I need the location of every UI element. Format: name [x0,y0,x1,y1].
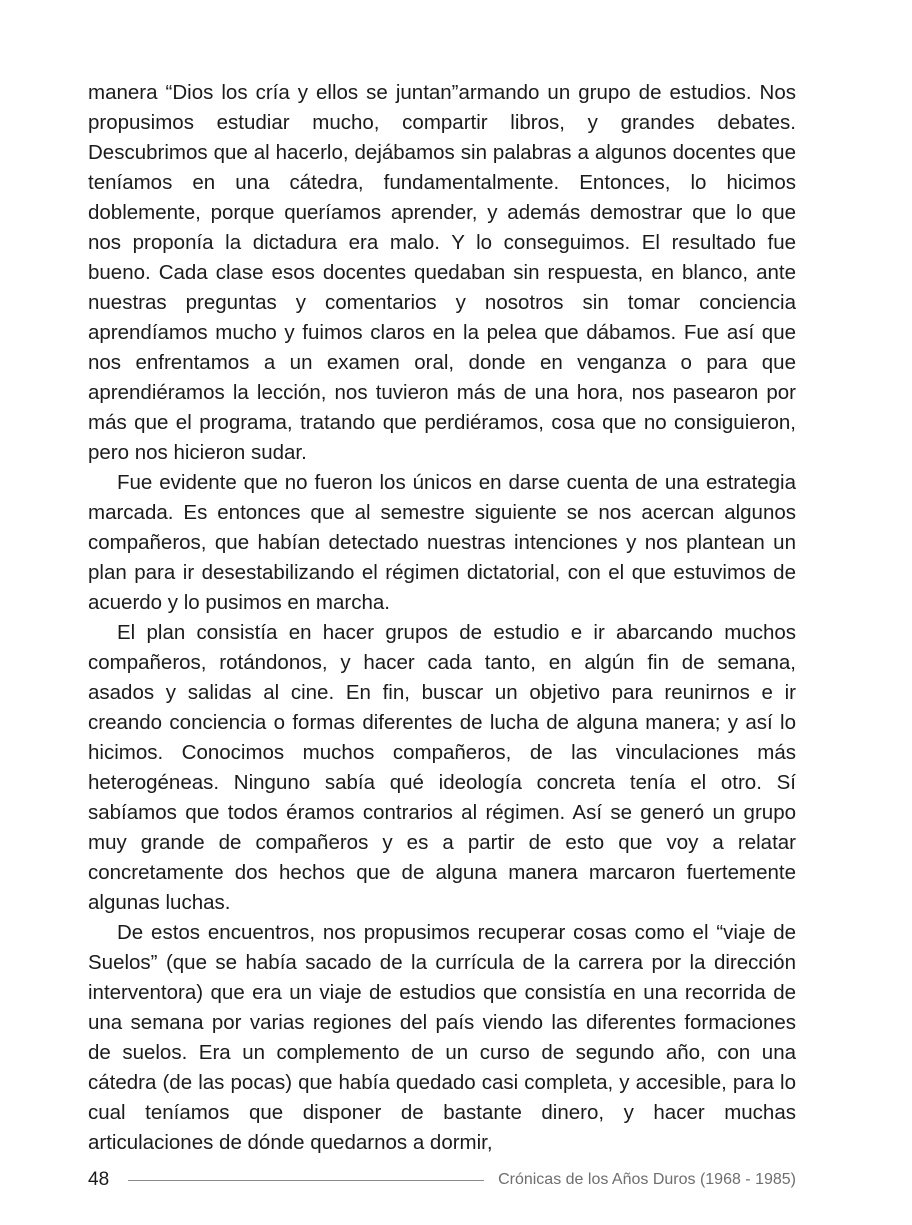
paragraph: Fue evidente que no fueron los únicos en darse cuenta de una estrategia marcada. Es entonces que al semestre siguiente se nos acercan algunos compañeros, que habían detectado nuestras intenciones y nos plantean un plan para ir desestabilizando el régimen dictatorial, con el que estuvimos de acuerdo y lo pusimos en marcha. [88,471,796,614]
page-number: 48 [88,1169,110,1190]
running-title: Crónicas de los Años Duros (1968 - 1985) [498,1171,796,1188]
paragraph: El plan consistía en hacer grupos de estudio e ir abarcando muchos compañeros, rotándonos, y hacer cada tanto, en algún fin de semana, asados y salidas al cine. En fin, buscar un objetivo para reunirnos e ir creando conciencia o formas diferentes de lucha de alguna manera; y así lo hicimos. Conocimos muchos compañeros, de las vinculaciones más heterogéneas. Ninguno sabía qué ideología concreta tenía el otro. Sí sabíamos que todos éramos contrarios al régimen. Así se generó un grupo muy grande de compañeros y es a partir de esto que voy a relatar concretamente dos hechos que de alguna manera marcaron fuertemente algunas luchas. [88,621,796,914]
page-footer [88,1166,796,1194]
footer-divider [128,1180,484,1181]
paragraph: De estos encuentros, nos propusimos recuperar cosas como el “viaje de Suelos” (que se había sacado de la currícula de la carrera por la dirección interventora) que era un viaje de estudios que consistía en una recorrida de una semana por varias regiones del país viendo las diferentes formaciones de suelos. Era un complemento de un curso de segundo año, con una cátedra (de las pocas) que había quedado casi completa, y accesible, para lo cual teníamos que disponer de bastante dinero, y hacer muchas articulaciones de dónde quedarnos a dormir, [88,921,796,1154]
body-text [88,78,796,1158]
paragraph-continued: manera “Dios los cría y ellos se juntan”armando un grupo de estudios. Nos propusimos estudiar mucho, compartir libros, y grandes debates. Descubrimos que al hacerlo, dejábamos sin palabras a algunos docentes que teníamos en una cátedra, fundamentalmente. Entonces, lo hicimos doblemente, porque queríamos aprender, y además demostrar que lo que nos proponía la dictadura era malo. Y lo conseguimos. El resultado fue bueno. Cada clase esos docentes quedaban sin respuesta, en blanco, ante nuestras preguntas y comentarios y nosotros sin tomar conciencia aprendíamos mucho y fuimos claros en la pelea que dábamos. Fue así que nos enfrentamos a un examen oral, donde en venganza o para que aprendiéramos la lección, nos tuvieron más de una hora, nos pasearon por más que el programa, tratando que perdiéramos, cosa que no consiguieron, pero nos hicieron sudar. [88,81,796,464]
